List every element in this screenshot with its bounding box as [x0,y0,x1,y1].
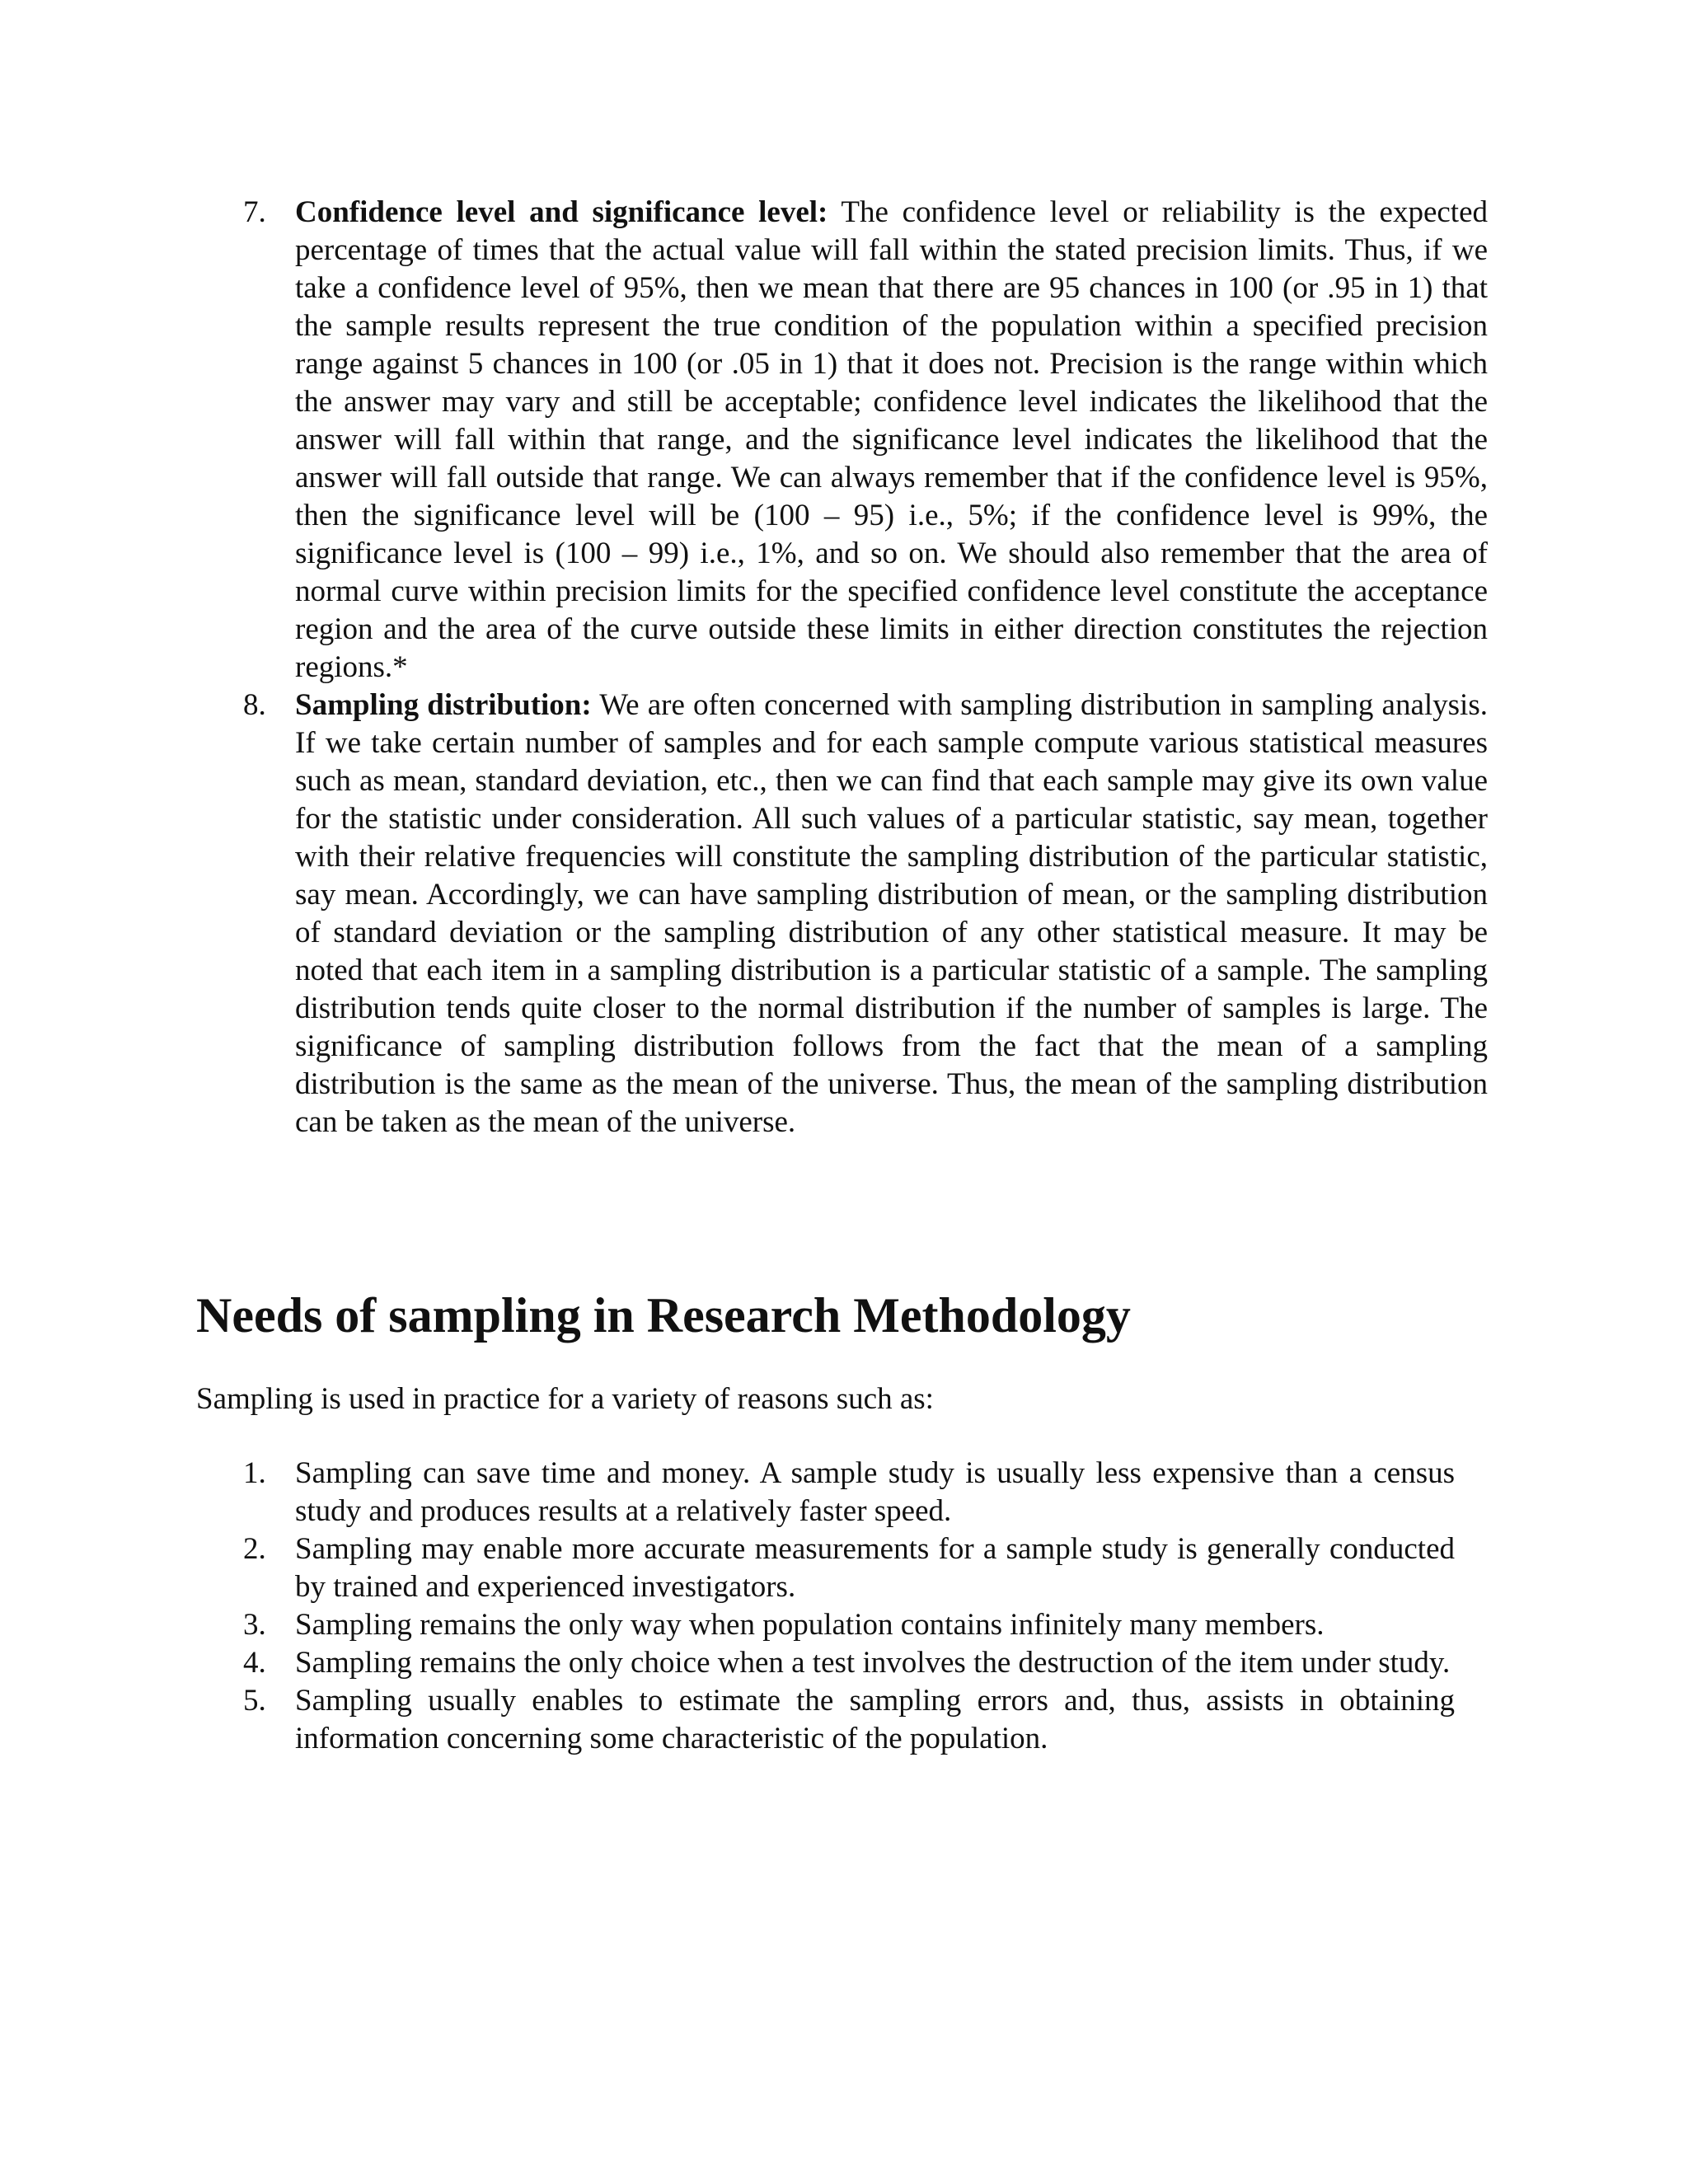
item-text: Sampling usually enables to estimate the sampling errors and, thus, assists in obtaining information concerning some characteristic of the population. [295,1684,1455,1755]
item-title: Confidence level and significance level: [295,195,828,229]
item-number: 8. [243,688,266,722]
section-intro: Sampling is used in practice for a variety of reasons such as: [196,1382,934,1416]
item-number: 7. [243,195,266,229]
list-item [235,194,1488,687]
item-title: Sampling distribution: [295,688,592,722]
item-number: 2. [243,1532,266,1566]
item-text: We are often concerned with sampling distribution in sampling analysis. If we take certain number of samples and for each sample compute various statistical measures such as mean, standard deviation, etc., then we can find that each sample may give its own value for the statistic under consideration. All such values of a particular statistic, say mean, together with their relative frequencies will constitute the sampling distribution of the particular statistic, say mean. Accordingly, we can have sampling distribution of mean, or the sampling distribution of standard deviation or the sampling distribution of any other statistical measure. It may be noted that each item in a sampling distribution is a particular statistic of a sample. The sampling distribution tends quite closer to the normal distribution if the number of samples is large. The significance of sampling distribution follows from the fact that the mean of a sampling distribution is the same as the mean of the universe. Thus, the mean of the sampling distribution can be taken as the mean of the universe. [295,688,1488,1139]
list-item [235,1682,1455,1758]
needs-list [235,1455,1455,1758]
item-text: Sampling may enable more accurate measurements for a sample study is generally conducted by trained and experienced investigators. [295,1532,1455,1604]
item-text: Sampling remains the only choice when a test involves the destruction of the item under study. [295,1646,1451,1680]
definitions-list [235,194,1488,1141]
list-item [235,1644,1455,1682]
list-item [235,1530,1455,1606]
section-heading: Needs of sampling in Research Methodology [196,1288,1131,1343]
item-number: 3. [243,1608,266,1642]
list-item [235,687,1488,1141]
item-number: 1. [243,1456,266,1490]
list-item [235,1606,1455,1644]
list-item [235,1455,1455,1530]
item-text: Sampling can save time and money. A sample study is usually less expensive than a census study and produces results at a relatively faster speed. [295,1456,1455,1528]
item-text: Sampling remains the only way when population contains infinitely many members. [295,1608,1325,1642]
item-number: 5. [243,1684,266,1718]
item-text: The confidence level or reliability is the expected percentage of times that the actual value will fall within the stated precision limits. Thus, if we take a confidence level of 95%, then we mean that there are 95 chances in 100 (or .95 in 1) that the sample results represent the true condition of the population within a specified precision range against 5 chances in 100 (or .05 in 1) that it does not. Precision is the range within which the answer may vary and still be acceptable; confidence level indicates the likelihood that the answer will fall within that range, and the significance level indicates the likelihood that the answer will fall outside that range. We can always remember that if the confidence level is 95%, then the significance level will be (100 – 95) i.e., 5%; if the confidence level is 99%, the significance level is (100 – 99) i.e., 1%, and so on. We should also remember that the area of normal curve within precision limits for the specified confidence level constitute the acceptance region and the area of the curve outside these limits in either direction constitutes the rejection regions.* [295,195,1488,684]
item-number: 4. [243,1646,266,1680]
